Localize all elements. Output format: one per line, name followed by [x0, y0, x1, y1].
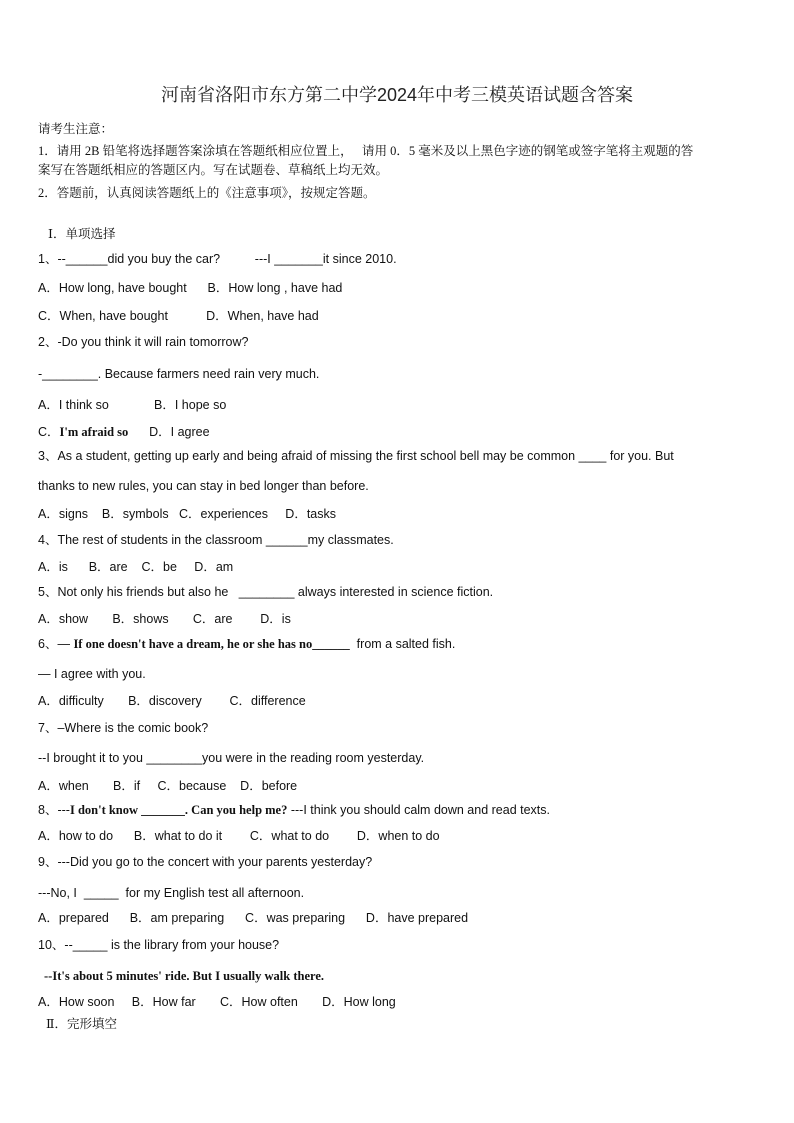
question-6-number: 6、— [38, 637, 74, 651]
section-heading-1: Ⅰ．单项选择 [48, 227, 116, 241]
question-9-options: A．prepared B．am preparing C．was preparing D．have prepared [38, 911, 469, 925]
question-9-stem-2: ---No, I _____ for my English test all afternoon. [38, 886, 305, 900]
question-5-options: A．show B．shows C．are D．is [38, 612, 291, 626]
question-4-options: A．is B．are C．be D．am [38, 560, 234, 574]
question-8-stem [38, 803, 550, 818]
option-d-text: D．I agree [128, 425, 210, 439]
question-8-options: A．how to do B．what to do it C．what to do D．when to do [38, 829, 440, 843]
note-line-2: 2．答题前，认真阅读答题纸上的《注意事项》，按规定答题。 [38, 186, 376, 200]
question-8-number: 8、--- [38, 803, 70, 817]
question-2-stem-2: -________. Because farmers need rain very much. [38, 367, 320, 381]
question-8-stem-end: ---I think you should calm down and read texts. [287, 803, 550, 817]
option-c-text: I'm afraid so [59, 425, 129, 439]
question-2-options-ab: A．I think so B．I hope so [38, 398, 227, 412]
question-9-stem: 9、---Did you go to the concert with your parents yesterday? [38, 855, 373, 869]
question-3-options: A．signs B．symbols C．experiences D．tasks [38, 507, 337, 521]
notes-heading: 请考生注意： [38, 122, 114, 136]
question-1-stem: 1、--______did you buy the car? ---I _______it since 2010. [38, 252, 397, 266]
question-6-stem [38, 637, 455, 652]
question-2-options-cd [38, 425, 210, 440]
question-5-stem: 5、Not only his friends but also he ________ always interested in science fiction. [38, 585, 494, 599]
note-line-1b: 案写在答题纸相应的答题区内。写在试题卷、草稿纸上均无效。 [38, 163, 389, 177]
question-1-options-cd: C．When, have bought D．When, have had [38, 309, 319, 323]
note-line-1: 1．请用 2B 铅笔将选择题答案涂填在答题纸相应位置上， 请用 0．5 毫米及以上黑色字迹的钢笔或签字笔将主观题的答 [38, 144, 694, 158]
question-2-stem: 2、-Do you think it will rain tomorrow? [38, 335, 249, 349]
question-7-options: A．when B．if C．because D．before [38, 779, 298, 793]
question-10-options: A．How soon B．How far C．How often D．How long [38, 995, 396, 1009]
question-6-options: A．difficulty B．discovery C．difference [38, 694, 306, 708]
page-title: 河南省洛阳市东方第二中学2024年中考三模英语试题含答案 [160, 85, 634, 105]
question-7-stem-2: --I brought it to you ________you were in the reading room yesterday. [38, 751, 425, 765]
question-3-stem-2: thanks to new rules, you can stay in bed longer than before. [38, 479, 369, 493]
question-10-stem-2: --It's about 5 minutes' ride. But I usually walk there. [44, 969, 325, 983]
question-6-stem-bold: If one doesn't have a dream, he or she has no______ [73, 637, 350, 651]
question-10-stem: 10、--_____ is the library from your house? [38, 938, 280, 952]
question-6-stem-2: — I agree with you. [38, 667, 146, 681]
section-heading-2: Ⅱ．完形填空 [46, 1017, 117, 1031]
question-6-stem-end: from a salted fish. [349, 637, 456, 651]
question-8-stem-bold: I don't know _______. Can you help me? [69, 803, 288, 817]
question-4-stem: 4、The rest of students in the classroom ______my classmates. [38, 533, 394, 547]
option-c-label: C． [38, 425, 60, 439]
question-1-options-ab: A．How long, have bought B．How long , have had [38, 281, 343, 295]
question-7-stem: 7、–Where is the comic book? [38, 721, 209, 735]
question-3-stem: 3、As a student, getting up early and being afraid of missing the first school bell may be common ____ for you. But [38, 449, 674, 463]
